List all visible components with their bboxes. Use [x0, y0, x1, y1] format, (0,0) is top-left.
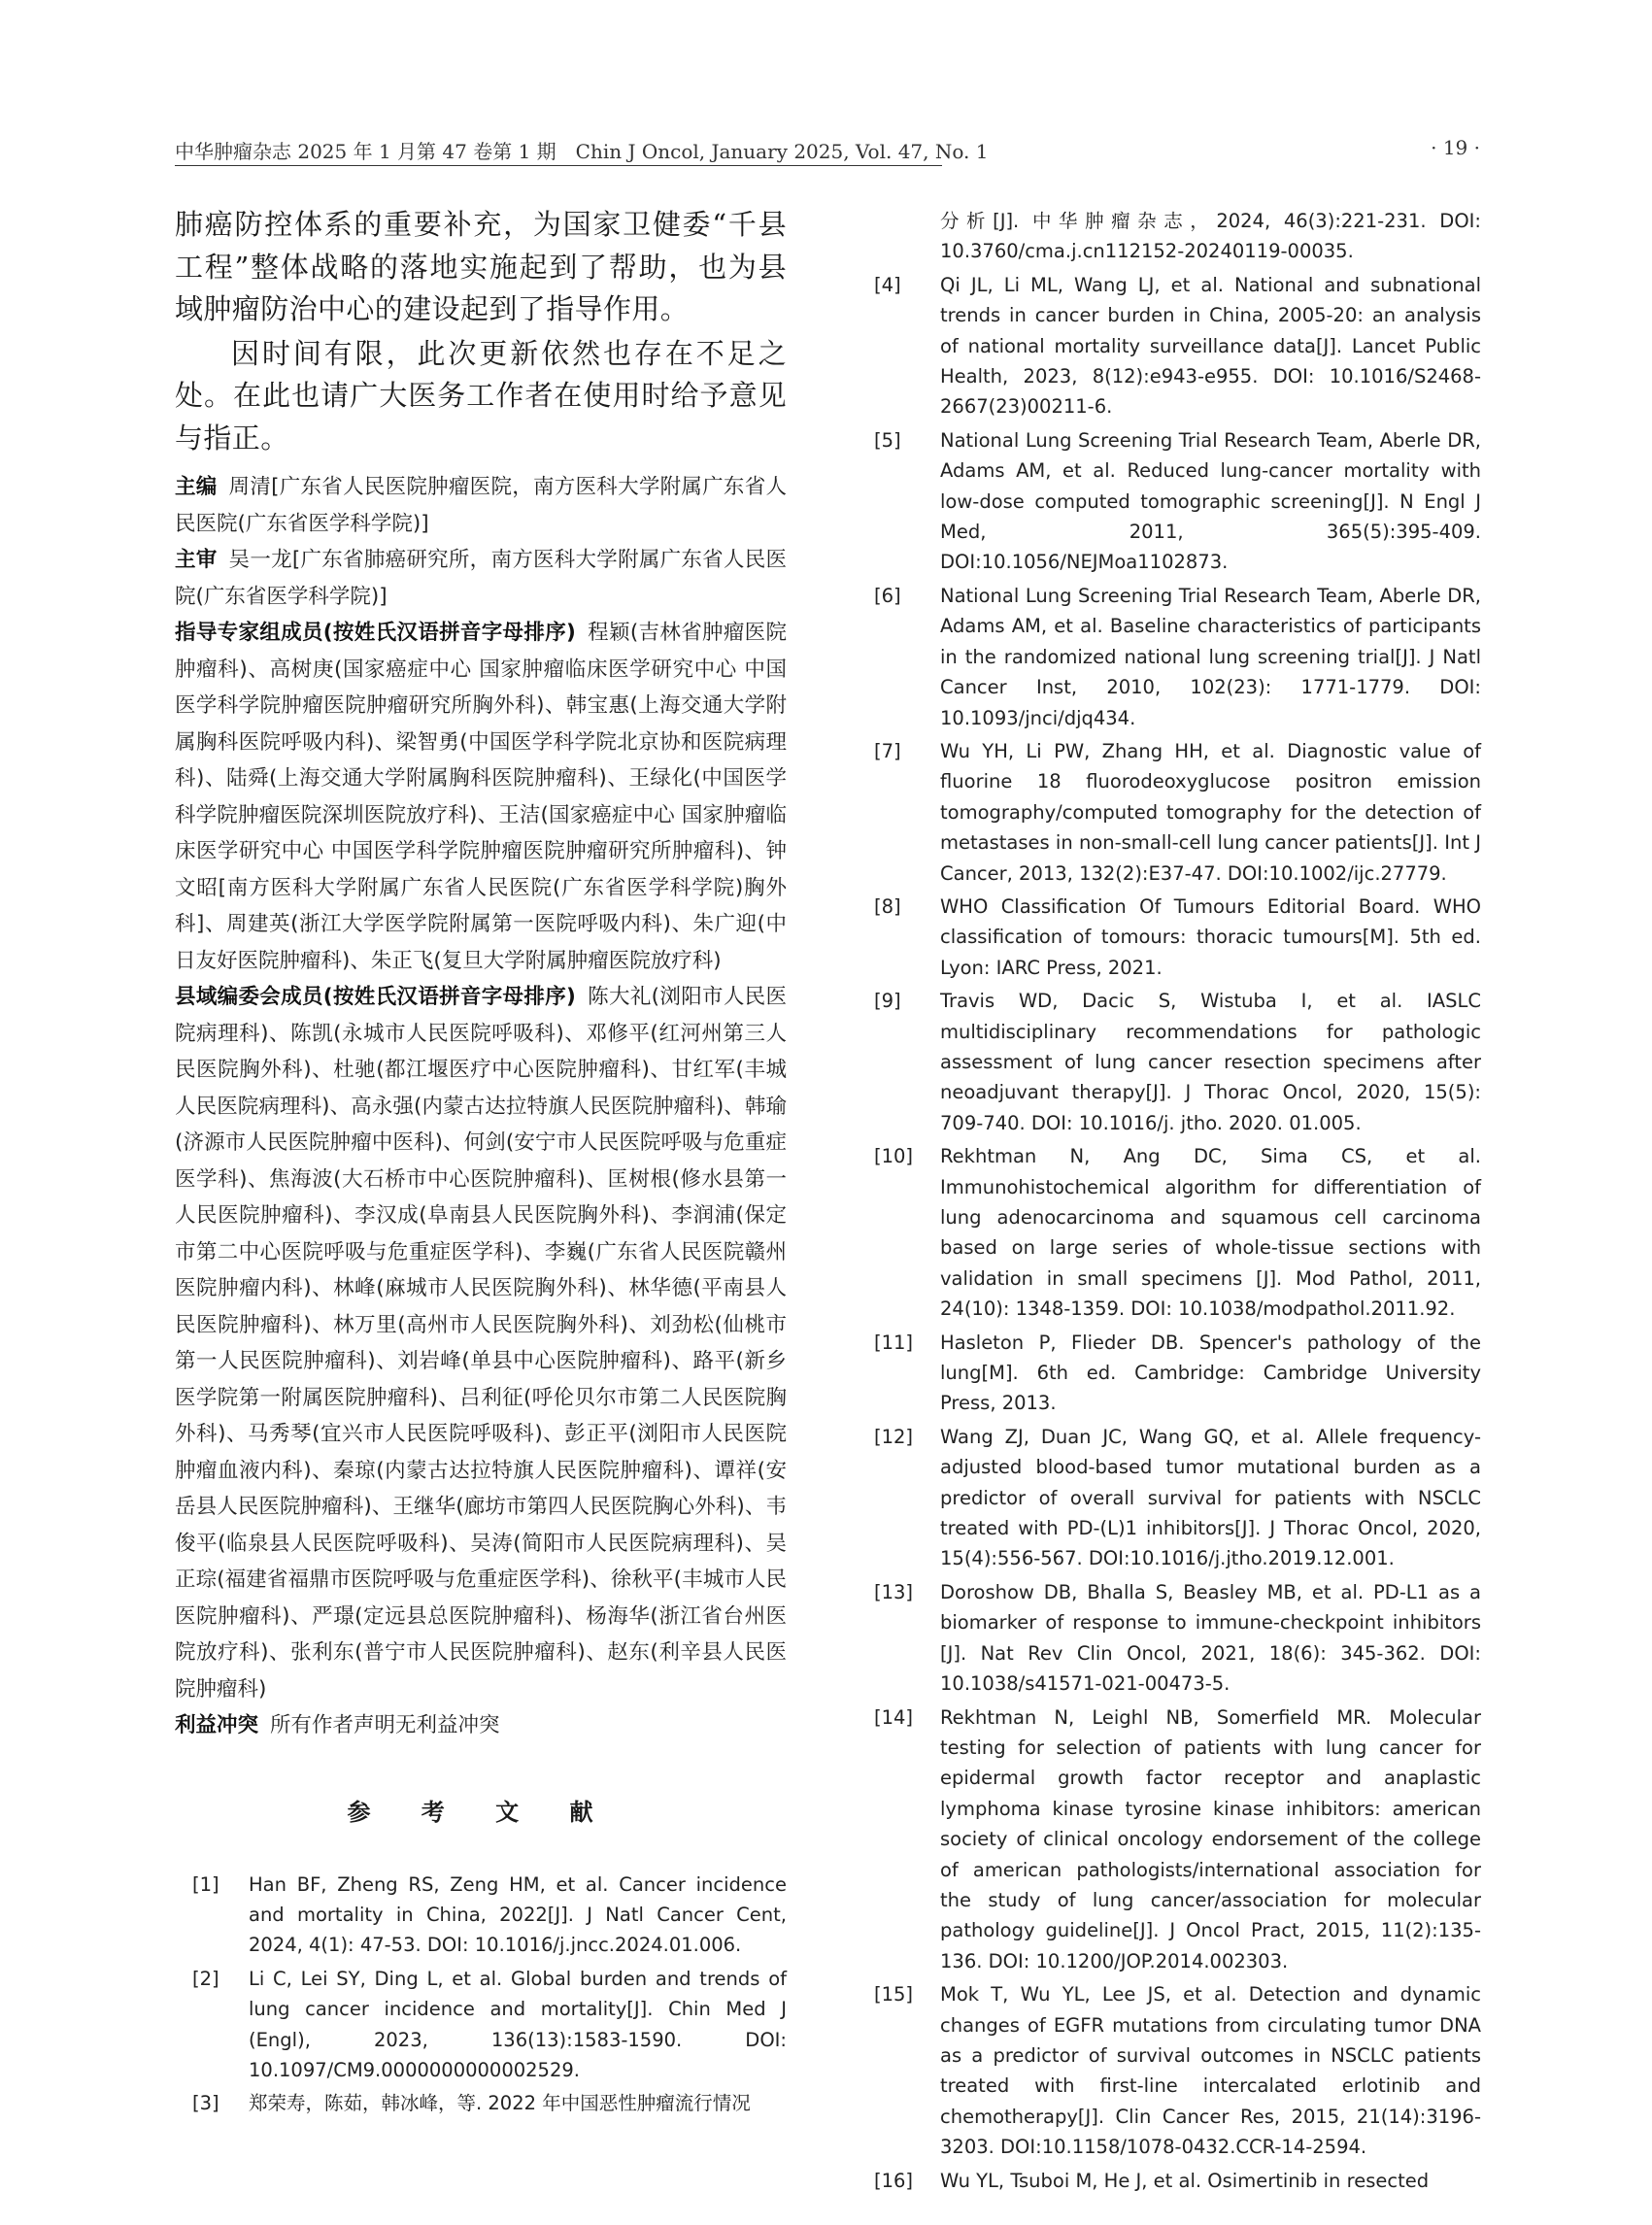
county-text: 陈大礼(浏阳市人民医院病理科)、陈凯(永城市人民医院呼吸科)、邓修平(红河州第三人民医院胸外科)、杜驰(都江堰医疗中心医院肿瘤科)、甘红军(丰城人民医院病理科)、高永强(内蒙古达拉特旗人民医院肿瘤科)、韩瑜(济源市人民医院肿瘤中医科)、何剑(安宁市人民医院呼吸与危重症医学科)、焦海波(大石桥市中心医院肿瘤科)、匡树根(修水县第一人民医院肿瘤科)、李汉成(阜南县人民医院胸外科)、李润浦(保定市第二中心医院呼吸与危重症医学科)、李巍(广东省人民医院赣州医院肿瘤内科)、林峰(麻城市人民医院胸外科)、林华德(平南县人民医院肿瘤科)、林万里(高州市人民医院胸外科)、刘劲松(仙桃市第一人民医院肿瘤科)、刘岩峰(单县中心医院肿瘤科)、路平(新乡医学院第一附属医院肿瘤科)、吕利征(呼伦贝尔市第二人民医院胸外科)、马秀琴(宜兴市人民医院呼吸科)、彭正平(浏阳市人民医院肿瘤血液内科)、秦琼(内蒙古达拉特旗人民医院肿瘤科)、谭祥(安岳县人民医院肿瘤科)、王继华(廊坊市第四人民医院胸心外科)、韦俊平(临泉县人民医院呼吸科)、吴涛(简阳市人民医院病理科)、吴正琮(福建省福鼎市医院呼吸与危重症医学科)、徐秋平(丰城市人民医院肿瘤科)、严璟(定远县总医院肿瘤科)、杨海华(浙江省台州医院放疗科)、张利东(普宁市人民医院肿瘤科)、赵东(利辛县人民医院肿瘤科): [175, 985, 788, 1702]
reference-number: [15]: [874, 1983, 914, 2006]
reference-item: [874, 1979, 1481, 2162]
reference-item: [874, 581, 1481, 733]
reference-text: Li C, Lei SY, Ding L, et al. Global burden and trends of lung cancer incidence and mortality[J]. Chin Med J (Engl), 2023, 136(13):1583-1590. DOI: 10.1097/CM9.0000000000002529.: [249, 1967, 787, 2081]
reference-text: Han BF, Zheng RS, Zeng HM, et al. Cancer incidence and mortality in China, 2022[J]. J Natl Cancer Cent, 2024, 4(1): 47-53. DOI: 10.1016/j.jncc.2024.01.006.: [249, 1872, 787, 1957]
body-paragraph-1: 肺癌防控体系的重要补充，为国家卫健委“千县工程”整体战略的落地实施起到了帮助，也为县域肿瘤防治中心的建设起到了指导作用。: [175, 208, 787, 325]
reference-number: [1]: [192, 1872, 219, 1896]
reference-item: [874, 986, 1481, 1138]
reference-item: [874, 736, 1481, 889]
reference-number: [9]: [874, 990, 901, 1013]
reference-number: [11]: [874, 1331, 914, 1354]
reference-text: National Lung Screening Trial Research Team, Aberle DR, Adams AM, et al. Baseline characteristics of participants in the randomized national lung screening trial[J]. J Natl Cancer Inst, 2010, 102(23): 1771-1779. DOI: 10.1093/jnci/djq434.: [940, 584, 1481, 729]
reference-text: Wu YL, Tsuboi M, He J, et al. Osimertinib in resected: [940, 2169, 1430, 2192]
reference-text: Wang ZJ, Duan JC, Wang GQ, et al. Allele frequency-adjusted blood-based tumor mutational burden as a predictor of overall survival for patients with NSCLC treated with PD-(L)1 inhibitors[J]. J Thorac Oncol, 2020, 15(4):556-567. DOI:10.1016/j.jtho.2019.12.001.: [940, 1425, 1481, 1570]
county-section: [175, 979, 787, 1707]
page-number: · 19 ·: [1431, 136, 1480, 159]
reference-item: [874, 270, 1481, 422]
reference-text: Travis WD, Dacic S, Wistuba I, et al. IASLC multidisciplinary recommendations for pathologic assessment of lung cancer resection specimens after neoadjuvant therapy[J]. J Thorac Oncol, 2020, 15(5): 709-740. DOI: 10.1016/j. jtho. 2020. 01.005.: [940, 990, 1481, 1134]
chief-reviewer: [175, 542, 787, 615]
chief-reviewer-text: 吴一龙[广东省肺癌研究所，南方医科大学附属广东省人民医院(广东省医学科学院)]: [175, 548, 787, 609]
right-column: [874, 206, 1481, 2196]
reference-item: [874, 1328, 1481, 1419]
reference-text: Hasleton P, Flieder DB. Spencer's pathology of the lung[M]. 6th ed. Cambridge: Cambridge University Press, 2013.: [940, 1331, 1481, 1415]
left-column: [175, 204, 787, 2119]
chief-editor-text: 周清[广东省人民医院肿瘤医院，南方医科大学附属广东省人民医院(广东省医学科学院)]: [175, 475, 787, 536]
experts-label: 指导专家组成员(按姓氏汉语拼音字母排序): [175, 621, 576, 645]
reference-item: [175, 2088, 787, 2118]
references-heading: 参 考 文 献: [347, 1798, 615, 1826]
reference-text: Rekhtman N, Ang DC, Sima CS, et al. Immunohistochemical algorithm for differentiation of lung adenocarcinoma and squamous cell carcinoma based on large series of whole-tissue sections with validation in small specimens [J]. Mod Pathol, 2011, 24(10): 1348-1359. DOI: 10.1038/modpathol.2011.92.: [940, 1145, 1481, 1321]
reference-text: National Lung Screening Trial Research Team, Aberle DR, Adams AM, et al. Reduced lung-cancer mortality with low-dose computed tomographic screening[J]. N Engl J Med, 2011, 365(5):395-409. DOI:10.1056/NEJMoa1102873.: [940, 428, 1481, 574]
reference-item: [874, 1141, 1481, 1324]
reference-text: Qi JL, Li ML, Wang LJ, et al. National and subnational trends in cancer burden in China, 2005-20: an analysis of national mortality surveillance data[J]. Lancet Public Health, 2023, 8(12):e943-e955. DOI: 10.1016/S2468-2667(23)00211-6.: [940, 273, 1481, 419]
journal-citation-line: 中华肿瘤杂志 2025 年 1 月第 47 卷第 1 期 Chin J Oncol, January 2025, Vol. 47, No. 1: [175, 140, 989, 163]
chief-reviewer-label: 主审: [175, 548, 218, 572]
reference-item: [874, 2166, 1481, 2196]
conflict-of-interest: [175, 1707, 787, 1744]
reference-number: [8]: [874, 894, 901, 918]
chief-editor: [175, 469, 787, 542]
experts-text: 程颖(吉林省肿瘤医院肿瘤科)、高树庚(国家癌症中心 国家肿瘤临床医学研究中心 中国医学科学院肿瘤医院肿瘤研究所胸外科)、韩宝惠(上海交通大学附属胸科医院呼吸内科)、梁智勇(中国医学科学院北京协和医院病理科)、陆舜(上海交通大学附属胸科医院肿瘤科)、王绿化(中国医学科学院肿瘤医院深圳医院放疗科)、王洁(国家癌症中心 国家肿瘤临床医学研究中心 中国医学科学院肿瘤医院肿瘤研究所肿瘤科)、钟文昭[南方医科大学附属广东省人民医院(广东省医学科学院)胸外科]、周建英(浙江大学医学院附属第一医院呼吸内科)、朱广迎(中日友好医院肿瘤科)、朱正飞(复旦大学附属肿瘤医院放疗科): [175, 621, 788, 973]
reference-item: [874, 1577, 1481, 1700]
reference-item: [874, 1422, 1481, 1574]
reference-item: [874, 1702, 1481, 1977]
running-header: [175, 136, 1480, 167]
reference-number: [16]: [874, 2169, 914, 2192]
reference-number: [4]: [874, 273, 901, 296]
reference-item: [175, 1964, 787, 2086]
reference-number: [10]: [874, 1145, 914, 1168]
reference-item: [175, 1870, 787, 1961]
chief-editor-label: 主编: [175, 475, 218, 499]
header-rule: [175, 165, 942, 166]
reference-item: [874, 892, 1481, 983]
county-label: 县域编委会成员(按姓氏汉语拼音字母排序): [175, 985, 576, 1009]
reference-number: [2]: [192, 1967, 219, 1990]
reference-text: Rekhtman N, Leighl NB, Somerfield MR. Molecular testing for selection of patients with lung cancer for epidermal growth factor receptor and anaplastic lymphoma kinase tyrosine kinase inhibitors: american society of clinical oncology endorsement of the college of american pathologists/international association for the study of lung cancer/association for molecular pathology guideline[J]. J Oncol Pract, 2015, 11(2):135-136. DOI: 10.1200/JOP.2014.002303.: [940, 1705, 1481, 1972]
reference-number: [3]: [192, 2092, 219, 2115]
reference-text: Wu YH, Li PW, Zhang HH, et al. Diagnostic value of fluorine 18 fluorodeoxyglucose positron emission tomography/computed tomography for the detection of metastases in non-small-cell lung cancer patients[J]. Int J Cancer, 2013, 132(2):E37-47. DOI:10.1002/ijc.27779.: [940, 739, 1481, 885]
conflict-label: 利益冲突: [175, 1713, 259, 1737]
reference-number: [14]: [874, 1705, 914, 1729]
reference-number: [12]: [874, 1425, 914, 1448]
body-paragraph-2: 因时间有限，此次更新依然也存在不足之处。在此也请广大医务工作者在使用时给予意见与指正。: [175, 336, 787, 455]
reference-number: [6]: [874, 584, 901, 607]
conflict-text: 所有作者声明无利益冲突: [270, 1713, 500, 1737]
reference-text: WHO Classification Of Tumours Editorial Board. WHO classification of tomours: thoracic tumours[M]. 5th ed. Lyon: IARC Press, 2021.: [940, 894, 1481, 979]
experts-section: [175, 615, 787, 979]
reference-text: Doroshow DB, Bhalla S, Beasley MB, et al. PD-L1 as a biomarker of response to immune-checkpoint inhibitors [J]. Nat Rev Clin Oncol, 2021, 18(6): 345-362. DOI: 10.1038/s41571-021-00473-5.: [940, 1580, 1481, 1696]
reference-text: Mok T, Wu YL, Lee JS, et al. Detection and dynamic changes of EGFR mutations from circulating tumor DNA as a predictor of survival outcomes in NSCLC patients treated with first-line intercalated erlotinib and chemotherapy[J]. Clin Cancer Res, 2015, 21(14):3196-3203. DOI:10.1158/1078-0432.CCR-14-2594.: [940, 1983, 1481, 2159]
reference-number: [5]: [874, 428, 901, 452]
reference-number: [7]: [874, 739, 901, 762]
reference-text: 郑荣寿，陈茹，韩冰峰，等. 2022 年中国恶性肿瘤流行情况: [249, 2092, 751, 2115]
reference-item: [874, 425, 1481, 578]
reference-number: [13]: [874, 1580, 914, 1603]
reference-continuation: 分析[J]. 中华肿瘤杂志，2024, 46(3):221-231. DOI: 10.3760/cma.j.cn112152-20240119-00035.: [940, 210, 1481, 263]
